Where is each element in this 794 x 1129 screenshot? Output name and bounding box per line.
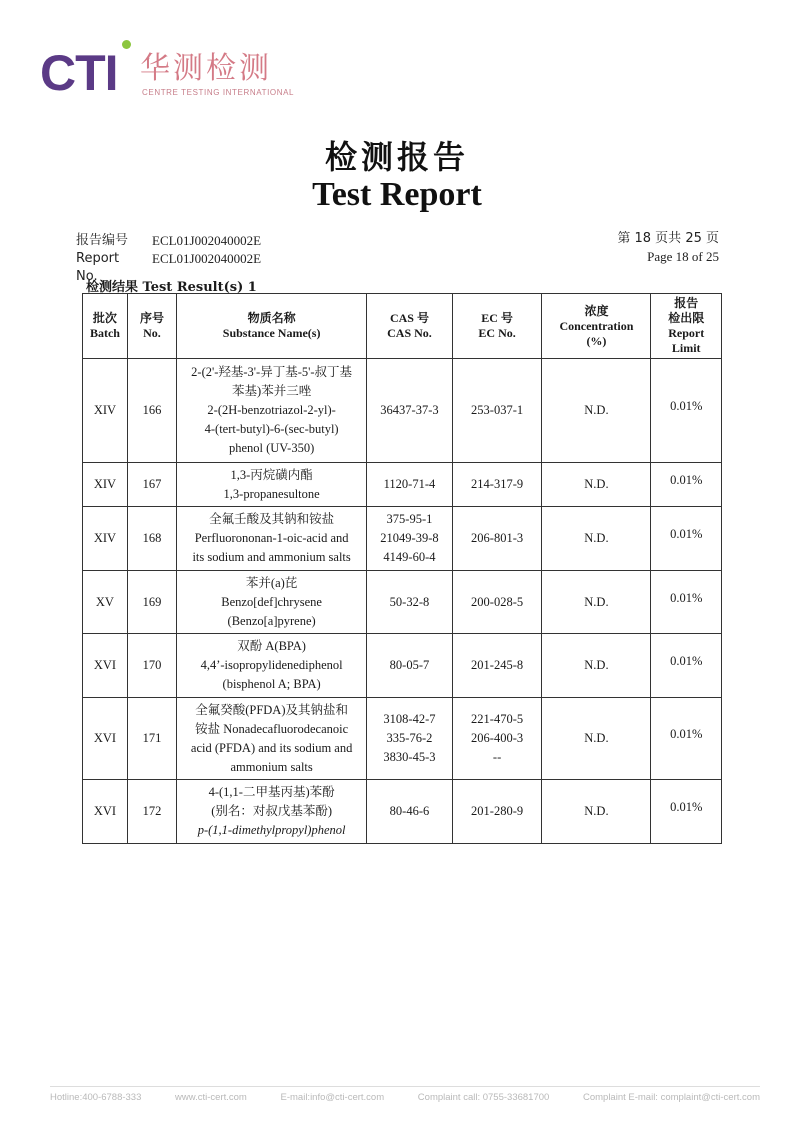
cell-concentration: N.D. bbox=[542, 698, 651, 780]
cell-substance-name: 2-(2'-羟基-3'-异丁基-5'-叔丁基 苯基)苯并三唑 2-(2H-benzotriazol-2-yl)- 4-(tert-butyl)-6-(sec-butyl) phenol (UV-350) bbox=[177, 359, 367, 463]
report-title-en: Test Report bbox=[312, 176, 482, 213]
table-row bbox=[83, 507, 722, 571]
cell-concentration: N.D. bbox=[542, 463, 651, 507]
cell-report-limit: 0.01% bbox=[651, 571, 722, 634]
cell-substance-name: 全氟癸酸(PFDA)及其钠盐和 铵盐 Nonadecafluorodecanoic acid (PFDA) and its sodium and ammonium salts bbox=[177, 698, 367, 780]
cell-cas-no: 375-95-1 21049-39-8 4149-60-4 bbox=[367, 507, 452, 571]
cell-ec-no: 201-280-9 bbox=[452, 780, 542, 844]
cell-substance-name: 双酚 A(BPA) 4,4’-isopropylidenediphenol (bisphenol A; BPA) bbox=[177, 634, 367, 698]
cell-cas-no: 80-05-7 bbox=[367, 634, 452, 698]
cell-concentration: N.D. bbox=[542, 507, 651, 571]
page-number-cn: 第 18 页共 25 页 bbox=[617, 231, 719, 246]
cell-batch: XVI bbox=[83, 698, 128, 780]
cell-batch: XIV bbox=[83, 463, 128, 507]
logo-wordmark: CTI bbox=[40, 45, 118, 101]
header-no: 序号 No. bbox=[127, 294, 176, 359]
cell-concentration: N.D. bbox=[542, 359, 651, 463]
cell-batch: XIV bbox=[83, 507, 128, 571]
cell-ec-no: 201-245-8 bbox=[452, 634, 542, 698]
cell-substance-name: 1,3-丙烷磺内酯 1,3-propanesultone bbox=[177, 463, 367, 507]
page-number-en: Page 18 of 25 bbox=[647, 249, 719, 264]
cell-batch: XVI bbox=[83, 780, 128, 844]
footer-hotline: Hotline:400-6788-333 bbox=[50, 1092, 142, 1103]
logo-dot-icon bbox=[122, 40, 131, 49]
report-no-label-en: Report No. bbox=[76, 251, 120, 284]
report-no-value: ECL01J002040002E bbox=[152, 233, 262, 248]
cell-report-limit: 0.01% bbox=[651, 780, 722, 844]
cell-cas-no: 36437-37-3 bbox=[367, 359, 452, 463]
cell-no: 171 bbox=[127, 698, 176, 780]
header-substance-name: 物质名称 Substance Name(s) bbox=[177, 294, 367, 359]
cell-batch: XV bbox=[83, 571, 128, 634]
cell-report-limit: 0.01% bbox=[651, 359, 722, 463]
cell-substance-name: 苯并(a)芘 Benzo[def]chrysene (Benzo[a]pyrene) bbox=[177, 571, 367, 634]
table-row bbox=[83, 359, 722, 463]
cell-no: 167 bbox=[127, 463, 176, 507]
cell-no: 169 bbox=[127, 571, 176, 634]
cell-cas-no: 3108-42-7 335-76-2 3830-45-3 bbox=[367, 698, 452, 780]
cell-report-limit: 0.01% bbox=[651, 698, 722, 780]
cell-ec-no: 206-801-3 bbox=[452, 507, 542, 571]
company-logo bbox=[40, 40, 310, 102]
cell-substance-name: 4-(1,1-二甲基丙基)苯酚 (别名：对叔戊基苯酚) p-(1,1-dimethylpropyl)phenol bbox=[177, 780, 367, 844]
footer-email: E-mail:info@cti-cert.com bbox=[280, 1092, 385, 1103]
footer-complaint-call: Complaint call: 0755-33681700 bbox=[417, 1092, 550, 1103]
cell-concentration: N.D. bbox=[542, 780, 651, 844]
cell-cas-no: 80-46-6 bbox=[367, 780, 452, 844]
cell-cas-no: 1120-71-4 bbox=[367, 463, 452, 507]
cell-report-limit: 0.01% bbox=[651, 463, 722, 507]
table-row bbox=[83, 780, 722, 844]
table-row bbox=[83, 698, 722, 780]
logo-chinese-name: 华测检测 bbox=[140, 51, 272, 86]
results-table bbox=[82, 293, 722, 844]
table-row bbox=[83, 463, 722, 507]
cell-report-limit: 0.01% bbox=[651, 634, 722, 698]
footer bbox=[50, 1092, 760, 1103]
header-batch: 批次 Batch bbox=[83, 294, 128, 359]
report-title-cn: 检测报告 bbox=[324, 138, 469, 176]
section-title: 检测结果 Test Result(s) 1 bbox=[86, 280, 257, 295]
report-no-label-cn: 报告编号 bbox=[76, 233, 129, 248]
report-no-value: ECL01J002040002E bbox=[152, 251, 262, 266]
header-report-limit: 报告 检出限 Report Limit bbox=[651, 294, 722, 359]
header-concentration: 浓度 Concentration (%) bbox=[542, 294, 651, 359]
table-row bbox=[83, 634, 722, 698]
cell-batch: XIV bbox=[83, 359, 128, 463]
page-number-block bbox=[617, 230, 719, 266]
cell-no: 170 bbox=[127, 634, 176, 698]
cell-concentration: N.D. bbox=[542, 571, 651, 634]
footer-divider bbox=[50, 1086, 760, 1087]
header-cas-no: CAS 号 CAS No. bbox=[367, 294, 452, 359]
footer-complaint-email: Complaint E-mail: complaint@cti-cert.com bbox=[582, 1092, 760, 1103]
cell-no: 166 bbox=[127, 359, 176, 463]
cell-batch: XVI bbox=[83, 634, 128, 698]
cell-ec-no: 253-037-1 bbox=[452, 359, 542, 463]
cell-no: 168 bbox=[127, 507, 176, 571]
table-row bbox=[83, 571, 722, 634]
cell-cas-no: 50-32-8 bbox=[367, 571, 452, 634]
cell-ec-no: 221-470-5 206-400-3 -- bbox=[452, 698, 542, 780]
logo-english-name: CENTRE TESTING INTERNATIONAL bbox=[142, 88, 295, 97]
footer-website: www.cti-cert.com bbox=[175, 1092, 247, 1103]
table-header-row bbox=[83, 294, 722, 359]
header-ec-no: EC 号 EC No. bbox=[452, 294, 542, 359]
cell-report-limit: 0.01% bbox=[651, 507, 722, 571]
cell-ec-no: 214-317-9 bbox=[452, 463, 542, 507]
cell-substance-name: 全氟壬酸及其钠和铵盐 Perfluorononan-1-oic-acid and its sodium and ammonium salts bbox=[177, 507, 367, 571]
cell-no: 172 bbox=[127, 780, 176, 844]
cell-ec-no: 200-028-5 bbox=[452, 571, 542, 634]
cell-concentration: N.D. bbox=[542, 634, 651, 698]
